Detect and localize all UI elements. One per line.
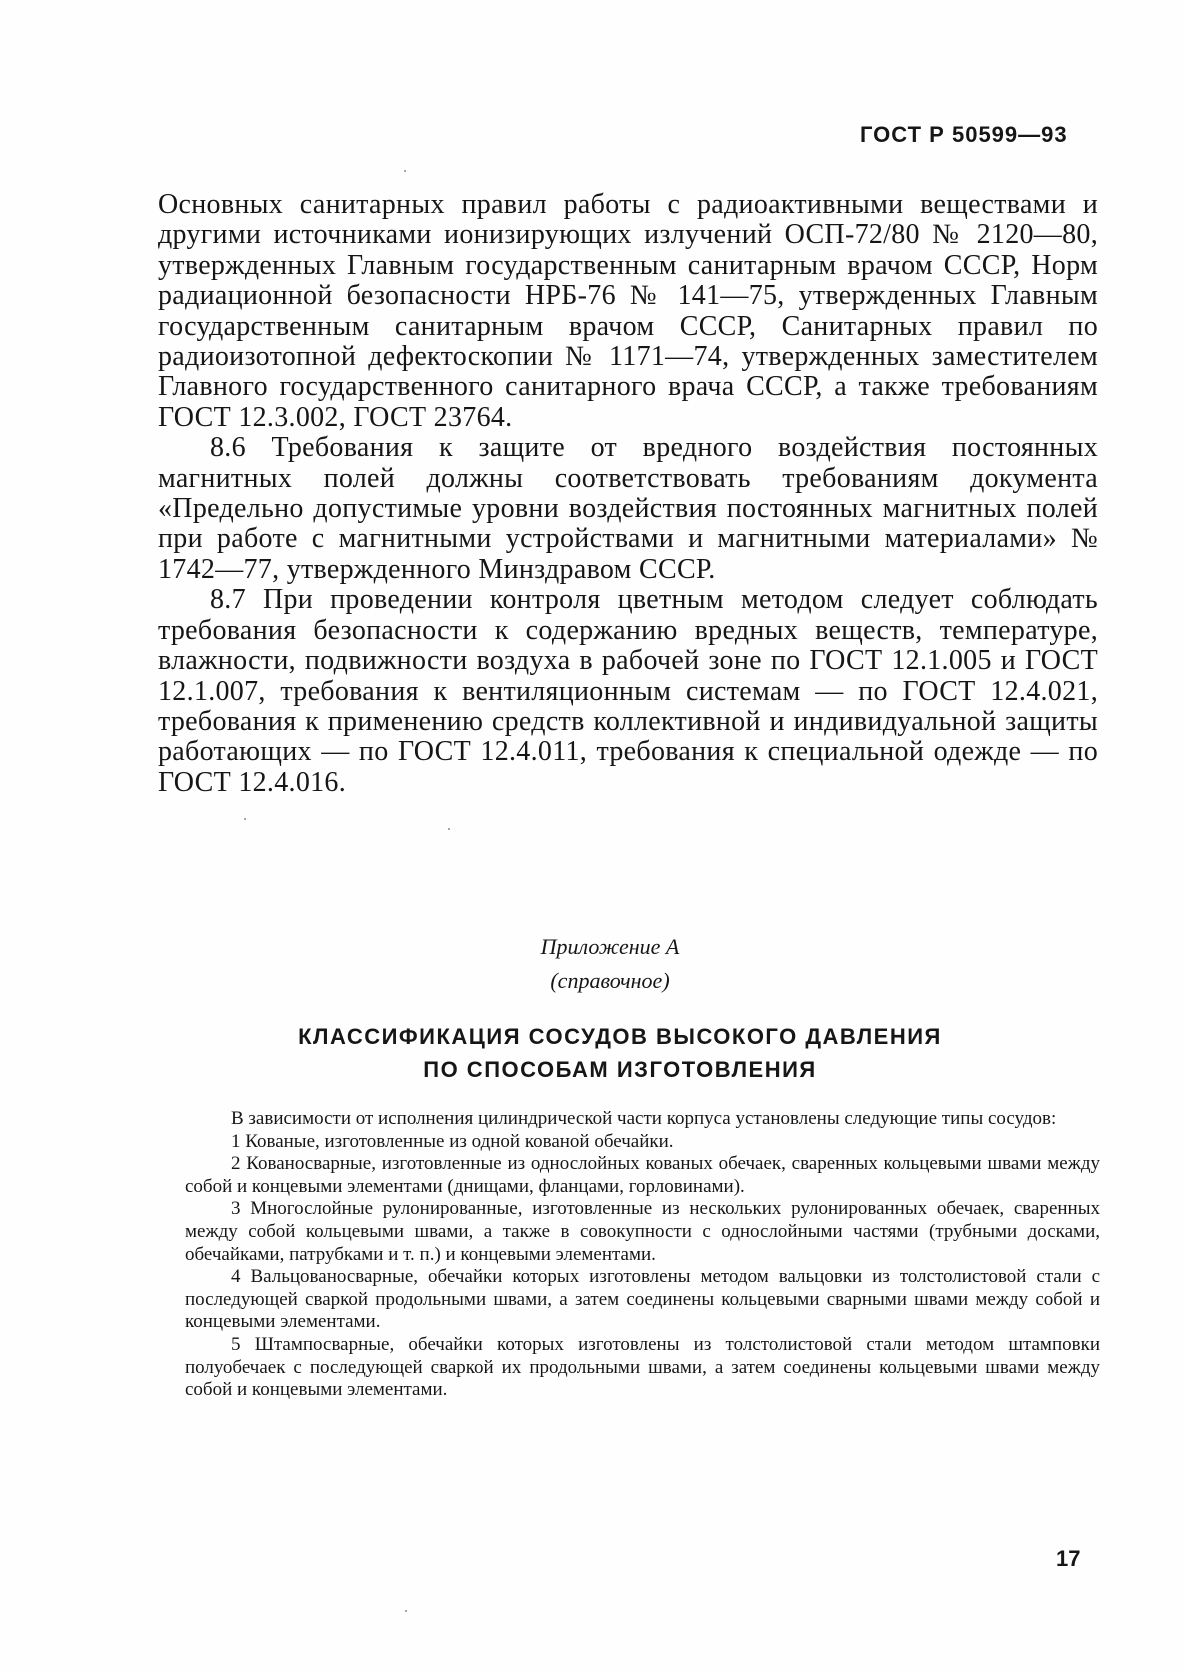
paragraph-type-3: 3 Многослойные рулонированные, изготовленные из нескольких рулонированных обечаек, сваренных между собой кольцевыми швами, а также в совокупности с однослойными частями (трубными досками, обечайками, патрубками и т. п.) и концевыми элементами. — [185, 1198, 1100, 1265]
safety-requirements-section — [158, 190, 1098, 798]
paragraph-8-6: 8.6 Требования к защите от вредного воздействия постоянных магнитных полей должны соответствовать требованиям документа «Предельно допустимые уровни воздействия постоянных магнитных полей при работе с магнитными устройствами и магнитными материалами» № 1742—77, утвержденного Минздравом СССР. — [158, 432, 1098, 585]
paragraph-8-7: 8.7 При проведении контроля цветным методом следует соблюдать требования безопасности к содержанию вредных веществ, температуре, влажности, подвижности воздуха в рабочей зоне по ГОСТ 12.1.005 и ГОСТ 12.1.007, требования к вентиляционным системам — по ГОСТ 12.4.021, требования к применению средств коллективной и индивидуальной защиты работающих — по ГОСТ 12.4.011, требования к специальной одежде — по ГОСТ 12.4.016. — [158, 584, 1098, 798]
page-number: 17 — [1056, 1546, 1081, 1571]
paragraph-type-1: 1 Кованые, изготовленные из одной кованой обечайки. — [231, 1130, 674, 1152]
annex-heading — [380, 930, 840, 998]
annex-title-line1: КЛАССИФИКАЦИЯ СОСУДОВ ВЫСОКОГО ДАВЛЕНИЯ — [298, 1024, 942, 1049]
annex-title-line2: ПО СПОСОБАМ ИЗГОТОВЛЕНИЯ — [423, 1057, 817, 1082]
annex-title — [230, 1020, 1010, 1086]
paragraph-sanitary-rules: Основных санитарных правил работы с радиоактивными веществами и другими источниками ионизирующих излучений ОСП-72/80 № 2120—80, утвержденных Главным государственным санитарным врачом СССР, Норм радиационной безопасности НРБ-76 № 141—75, утвержденных Главным государственным санитарным врачом СССР, Санитарных правил по радиоизотопной дефектоскопии № 1171—74, утвержденных заместителем Главного государственного санитарного врача СССР, а также требованиям ГОСТ 12.3.002, ГОСТ 23764. — [158, 189, 1098, 433]
annex-label: Приложение А — [540, 934, 680, 959]
paragraph-type-4: 4 Вальцованосварные, обечайки которых изготовлены методом вальцовки из толстолистовой стали с последующей сваркой продольными швами, а затем соединены кольцевыми сварными швами между собой и концевыми элементами. — [185, 1266, 1100, 1333]
scan-speck — [405, 1610, 407, 1612]
scan-speck — [448, 828, 450, 830]
paragraph-type-2: 2 Кованосварные, изготовленные из однослойных кованых обечаек, сваренных кольцевыми швами между собой и концевыми элементами (днищами, фланцами, горловинами). — [185, 1153, 1100, 1197]
paragraph-type-5: 5 Штампосварные, обечайки которых изготовлены из толстолистовой стали методом штамповки полуобечаек с последующей сваркой их продольными швами, а затем соединены кольцевыми швами между собой и концевыми элементами. — [185, 1333, 1100, 1401]
document-code-header: ГОСТ Р 50599—93 — [860, 122, 1068, 147]
paragraph-intro: В зависимости от исполнения цилиндрической части корпуса установлены следующие типы сосудов: — [231, 1108, 1057, 1129]
vessel-types-section — [185, 1108, 1100, 1402]
scan-speck — [404, 170, 406, 172]
annex-kind: (справочное) — [550, 968, 670, 993]
scan-speck — [244, 818, 246, 820]
